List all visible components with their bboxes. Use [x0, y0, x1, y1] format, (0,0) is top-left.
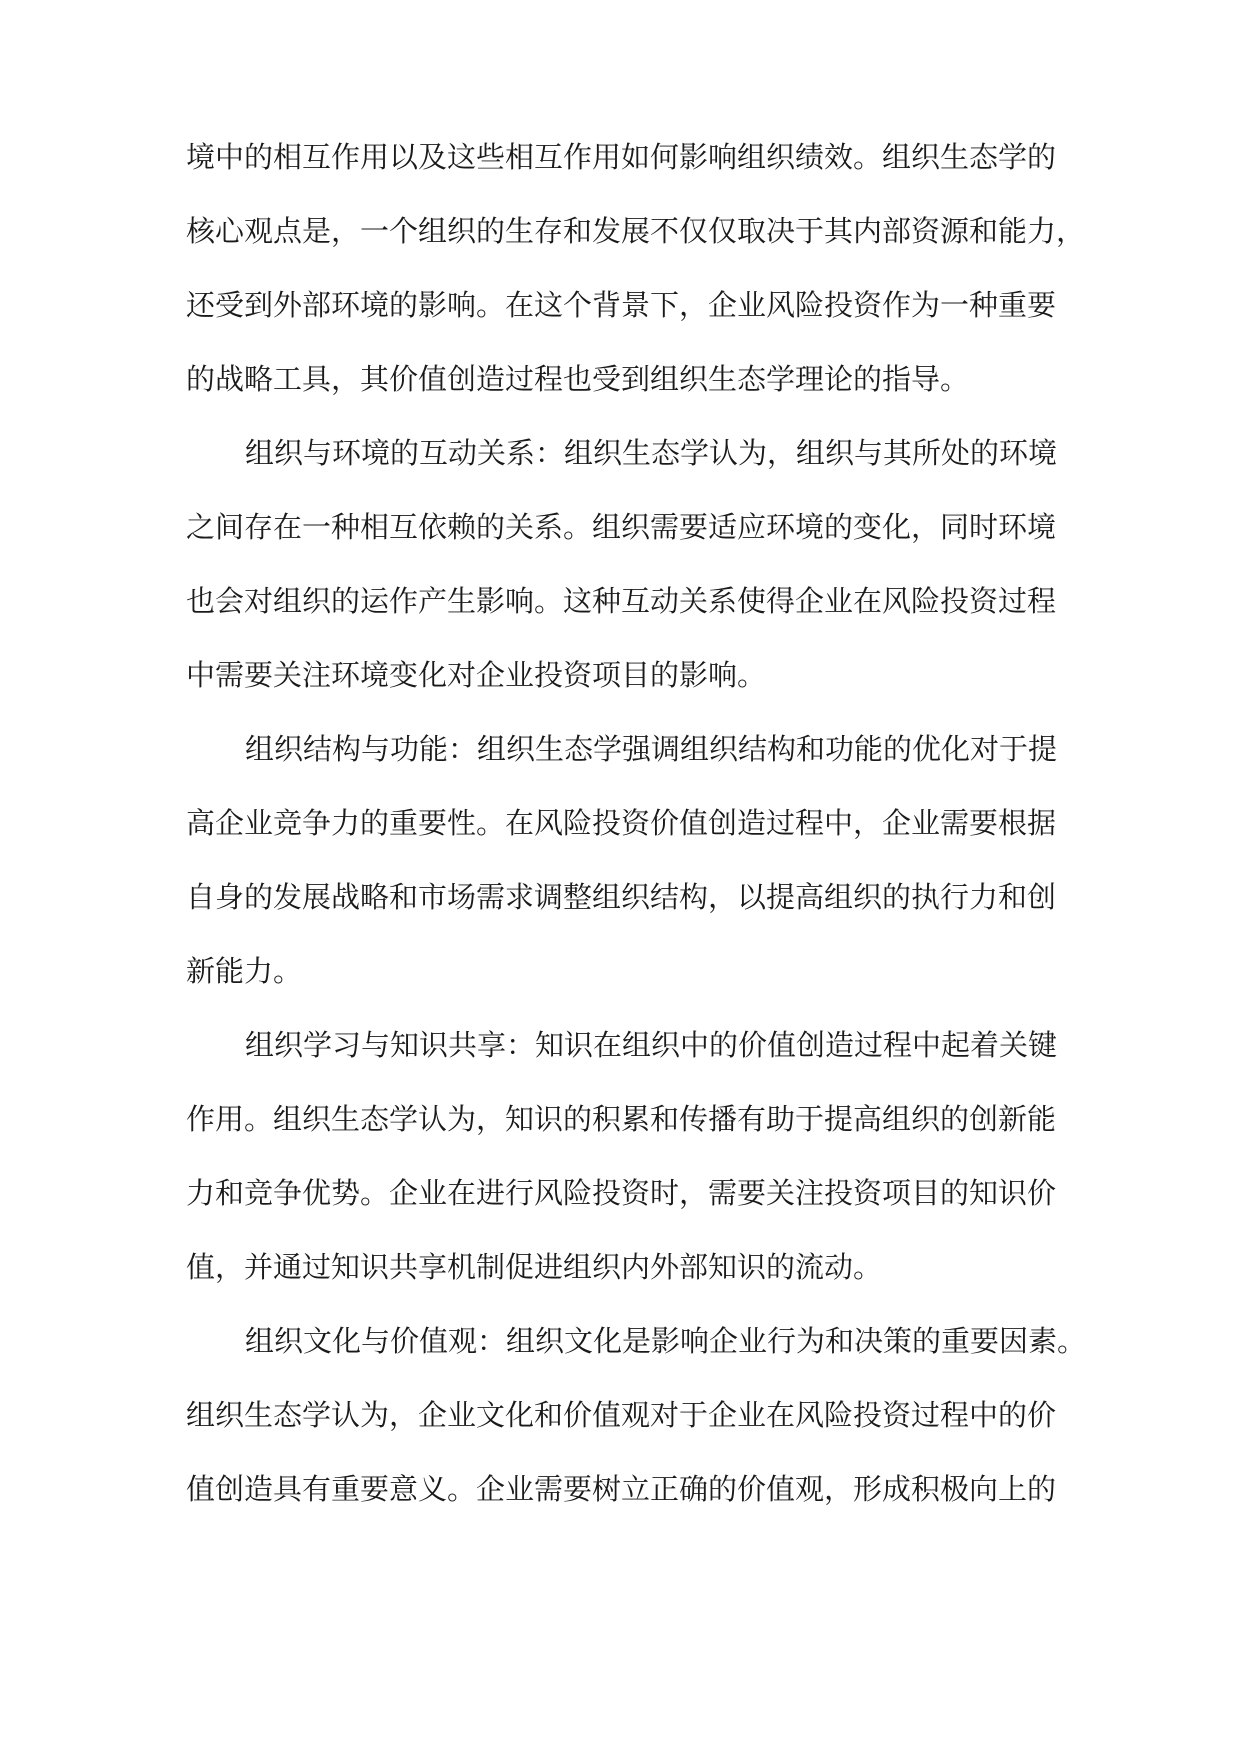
text-line: 作用。组织生态学认为，知识的积累和传播有助于提高组织的创新能: [186, 1102, 1057, 1136]
text-line: 组织学习与知识共享：知识在组织中的价值创造过程中起着关键: [245, 1028, 1058, 1062]
text-line: 组织生态学认为，企业文化和价值观对于企业在风险投资过程中的价: [186, 1398, 1057, 1432]
text-line: 组织文化与价值观：组织文化是影响企业行为和决策的重要因素。: [245, 1324, 1087, 1358]
text-line: 组织与环境的互动关系：组织生态学认为，组织与其所处的环境: [245, 436, 1058, 470]
text-line: 也会对组织的运作产生影响。这种互动关系使得企业在风险投资过程: [186, 584, 1057, 618]
text-line: 境中的相互作用以及这些相互作用如何影响组织绩效。组织生态学的: [186, 140, 1057, 174]
text-line: 自身的发展战略和市场需求调整组织结构，以提高组织的执行力和创: [186, 880, 1057, 914]
text-line: 的战略工具，其价值创造过程也受到组织生态学理论的指导。: [186, 362, 970, 396]
text-line: 力和竞争优势。企业在进行风险投资时，需要关注投资项目的知识价: [186, 1176, 1057, 1210]
text-line: 值，并通过知识共享机制促进组织内外部知识的流动。: [186, 1250, 883, 1284]
text-line: 之间存在一种相互依赖的关系。组织需要适应环境的变化，同时环境: [186, 510, 1057, 544]
text-line: 还受到外部环境的影响。在这个背景下，企业风险投资作为一种重要: [186, 288, 1057, 322]
text-line: 中需要关注环境变化对企业投资项目的影响。: [186, 658, 767, 692]
text-line: 值创造具有重要意义。企业需要树立正确的价值观，形成积极向上的: [186, 1472, 1057, 1506]
text-line: 新能力。: [186, 954, 303, 988]
text-line: 组织结构与功能：组织生态学强调组织结构和功能的优化对于提: [245, 732, 1058, 766]
text-line: 核心观点是，一个组织的生存和发展不仅仅取决于其内部资源和能力，: [186, 214, 1086, 248]
text-line: 高企业竞争力的重要性。在风险投资价值创造过程中，企业需要根据: [186, 806, 1057, 840]
